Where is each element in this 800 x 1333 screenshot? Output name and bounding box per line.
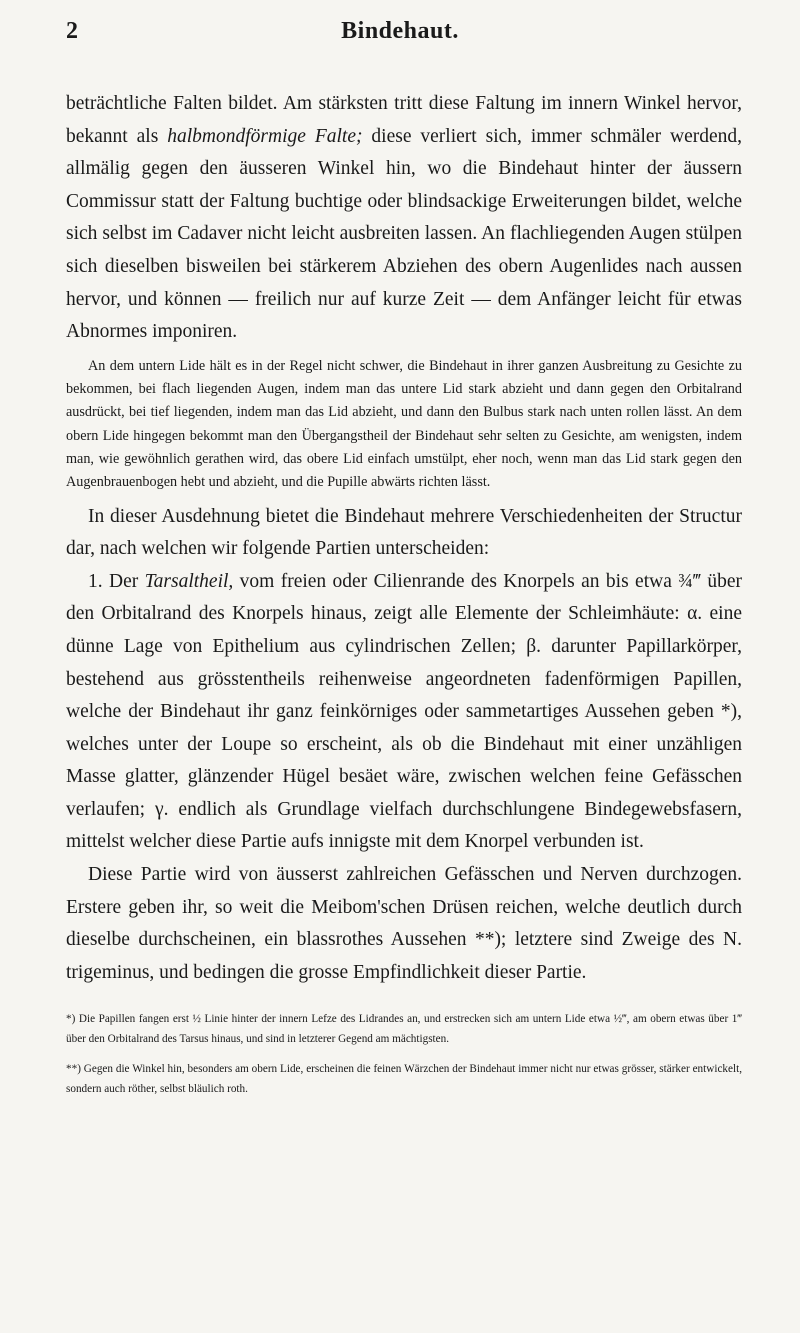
footnotes bbox=[66, 1009, 742, 1099]
term-tarsaltheil: Tarsaltheil, bbox=[144, 570, 234, 592]
footnote-2: **) Gegen die Winkel hin, besonders am obern Lide, erscheinen die feinen Wärzchen der Bindehaut immer nicht nur etwas grösser, stärker entwickelt, sondern auch röther, selbst bläulich roth. bbox=[66, 1063, 742, 1096]
running-head: Bindehaut. bbox=[341, 18, 459, 44]
page-header bbox=[0, 18, 800, 58]
paragraph-intro-a: beträchtliche Falten bildet. Am stärksten tritt diese Faltung im innern Winkel hervor, bekannt als bbox=[66, 93, 742, 147]
footnote-1: *) Die Papillen fangen erst ½ Linie hinter der innern Lefze des Lidrandes an, und erstrecken sich am untern Lide etwa ½‴, am obern etwas über 1‴ über den Orbitalrand des Tarsus hinaus, und sind in letzterer Gegend am mächtigsten. bbox=[66, 1013, 742, 1046]
paragraph-structure: In dieser Ausdehnung bietet die Bindehaut mehrere Verschiedenheiten der Structur dar, nach welchen wir folgende Partien unterscheiden: bbox=[66, 505, 742, 560]
paragraph-gefaesse: Diese Partie wird von äusserst zahlreichen Gefässchen und Nerven durchzogen. Erstere geben ihr, so weit die Meibom'schen Drüsen reichen, welche deutlich durch dieselbe durchscheinen, ein blassrothes Aussehen **); letztere sind Zweige des N. trigeminus, und bedingen die grosse Empfindlichkeit dieser Partie. bbox=[66, 864, 742, 983]
term-halbmondfoermige-falte: halbmondförmige Falte; bbox=[167, 125, 363, 147]
small-print-note: An dem untern Lide hält es in der Regel nicht schwer, die Bindehaut in ihrer ganzen Ausbreitung zu Gesichte zu bekommen, bei flach liegenden Augen, indem man das untere Lid stark abzieht und dann gegen den Orbitalrand ausdrückt, bei tief liegenden, indem man das Lid abzieht, und dann den Bulbus stark nach unten rollen lässt. An dem obern Lide hingegen bekommt man den Übergangstheil der Bindehaut sehr selten zu Gesichte, am wenigsten, indem man, wie gewöhnlich gerathen wird, das obere Lid einfach umstülpt, eher noch, wenn man das Lid stark gegen den Augenbrauenbogen hebt und abzieht, und die Pupille abwärts richten lässt. bbox=[66, 357, 742, 491]
paragraph-tarsaltheil-b: vom freien oder Cilienrande des Knorpels an bis etwa ¾‴ über den Orbitalrand des Knorpels hinaus, zeigt alle Elemente der Schleimhäute: α. eine dünne Lage von Epithelium aus cylindrischen Zellen; β. darunter Papillarkörper, bestehend aus grösstentheils reihenweise angeordneten fadenförmigen Papillen, welche der Bindehaut ihr ganz feinkörniges oder sammetartiges Aussehen geben *), welches unter der Loupe so erscheint, als ob die Bindehaut mit einer unzähligen Masse glatter, glänzender Hügel besäet wäre, zwischen welchen feine Gefässchen verlaufen; γ. endlich als Grundlage vielfach durchschlungene Bindegewebsfasern, mittelst welcher diese Partie aufs innigste mit dem Knorpel verbunden ist. bbox=[66, 570, 742, 853]
paragraph-intro-b: diese verliert sich, immer schmäler werdend, allmälig gegen den äusseren Winkel hin, wo die Bindehaut hinter der äussern Commissur statt der Faltung buchtige oder blindsackige Erweiterungen bildet, welche sich selbst im Cadaver nicht leicht ausbreiten lassen. An flachliegenden Augen stülpen sich dieselben bisweilen bei stärkerem Abziehen des obern Augenlides nach aussen hervor, und können — freilich nur auf kurze Zeit — dem Anfänger leicht für etwas Abnormes imponiren. bbox=[66, 125, 742, 343]
page-body bbox=[66, 88, 742, 1109]
paragraph-tarsaltheil-a: 1. Der bbox=[88, 570, 145, 592]
paragraph-tarsaltheil bbox=[66, 566, 742, 859]
page-number: 2 bbox=[66, 18, 78, 44]
paragraph-intro bbox=[66, 88, 742, 349]
